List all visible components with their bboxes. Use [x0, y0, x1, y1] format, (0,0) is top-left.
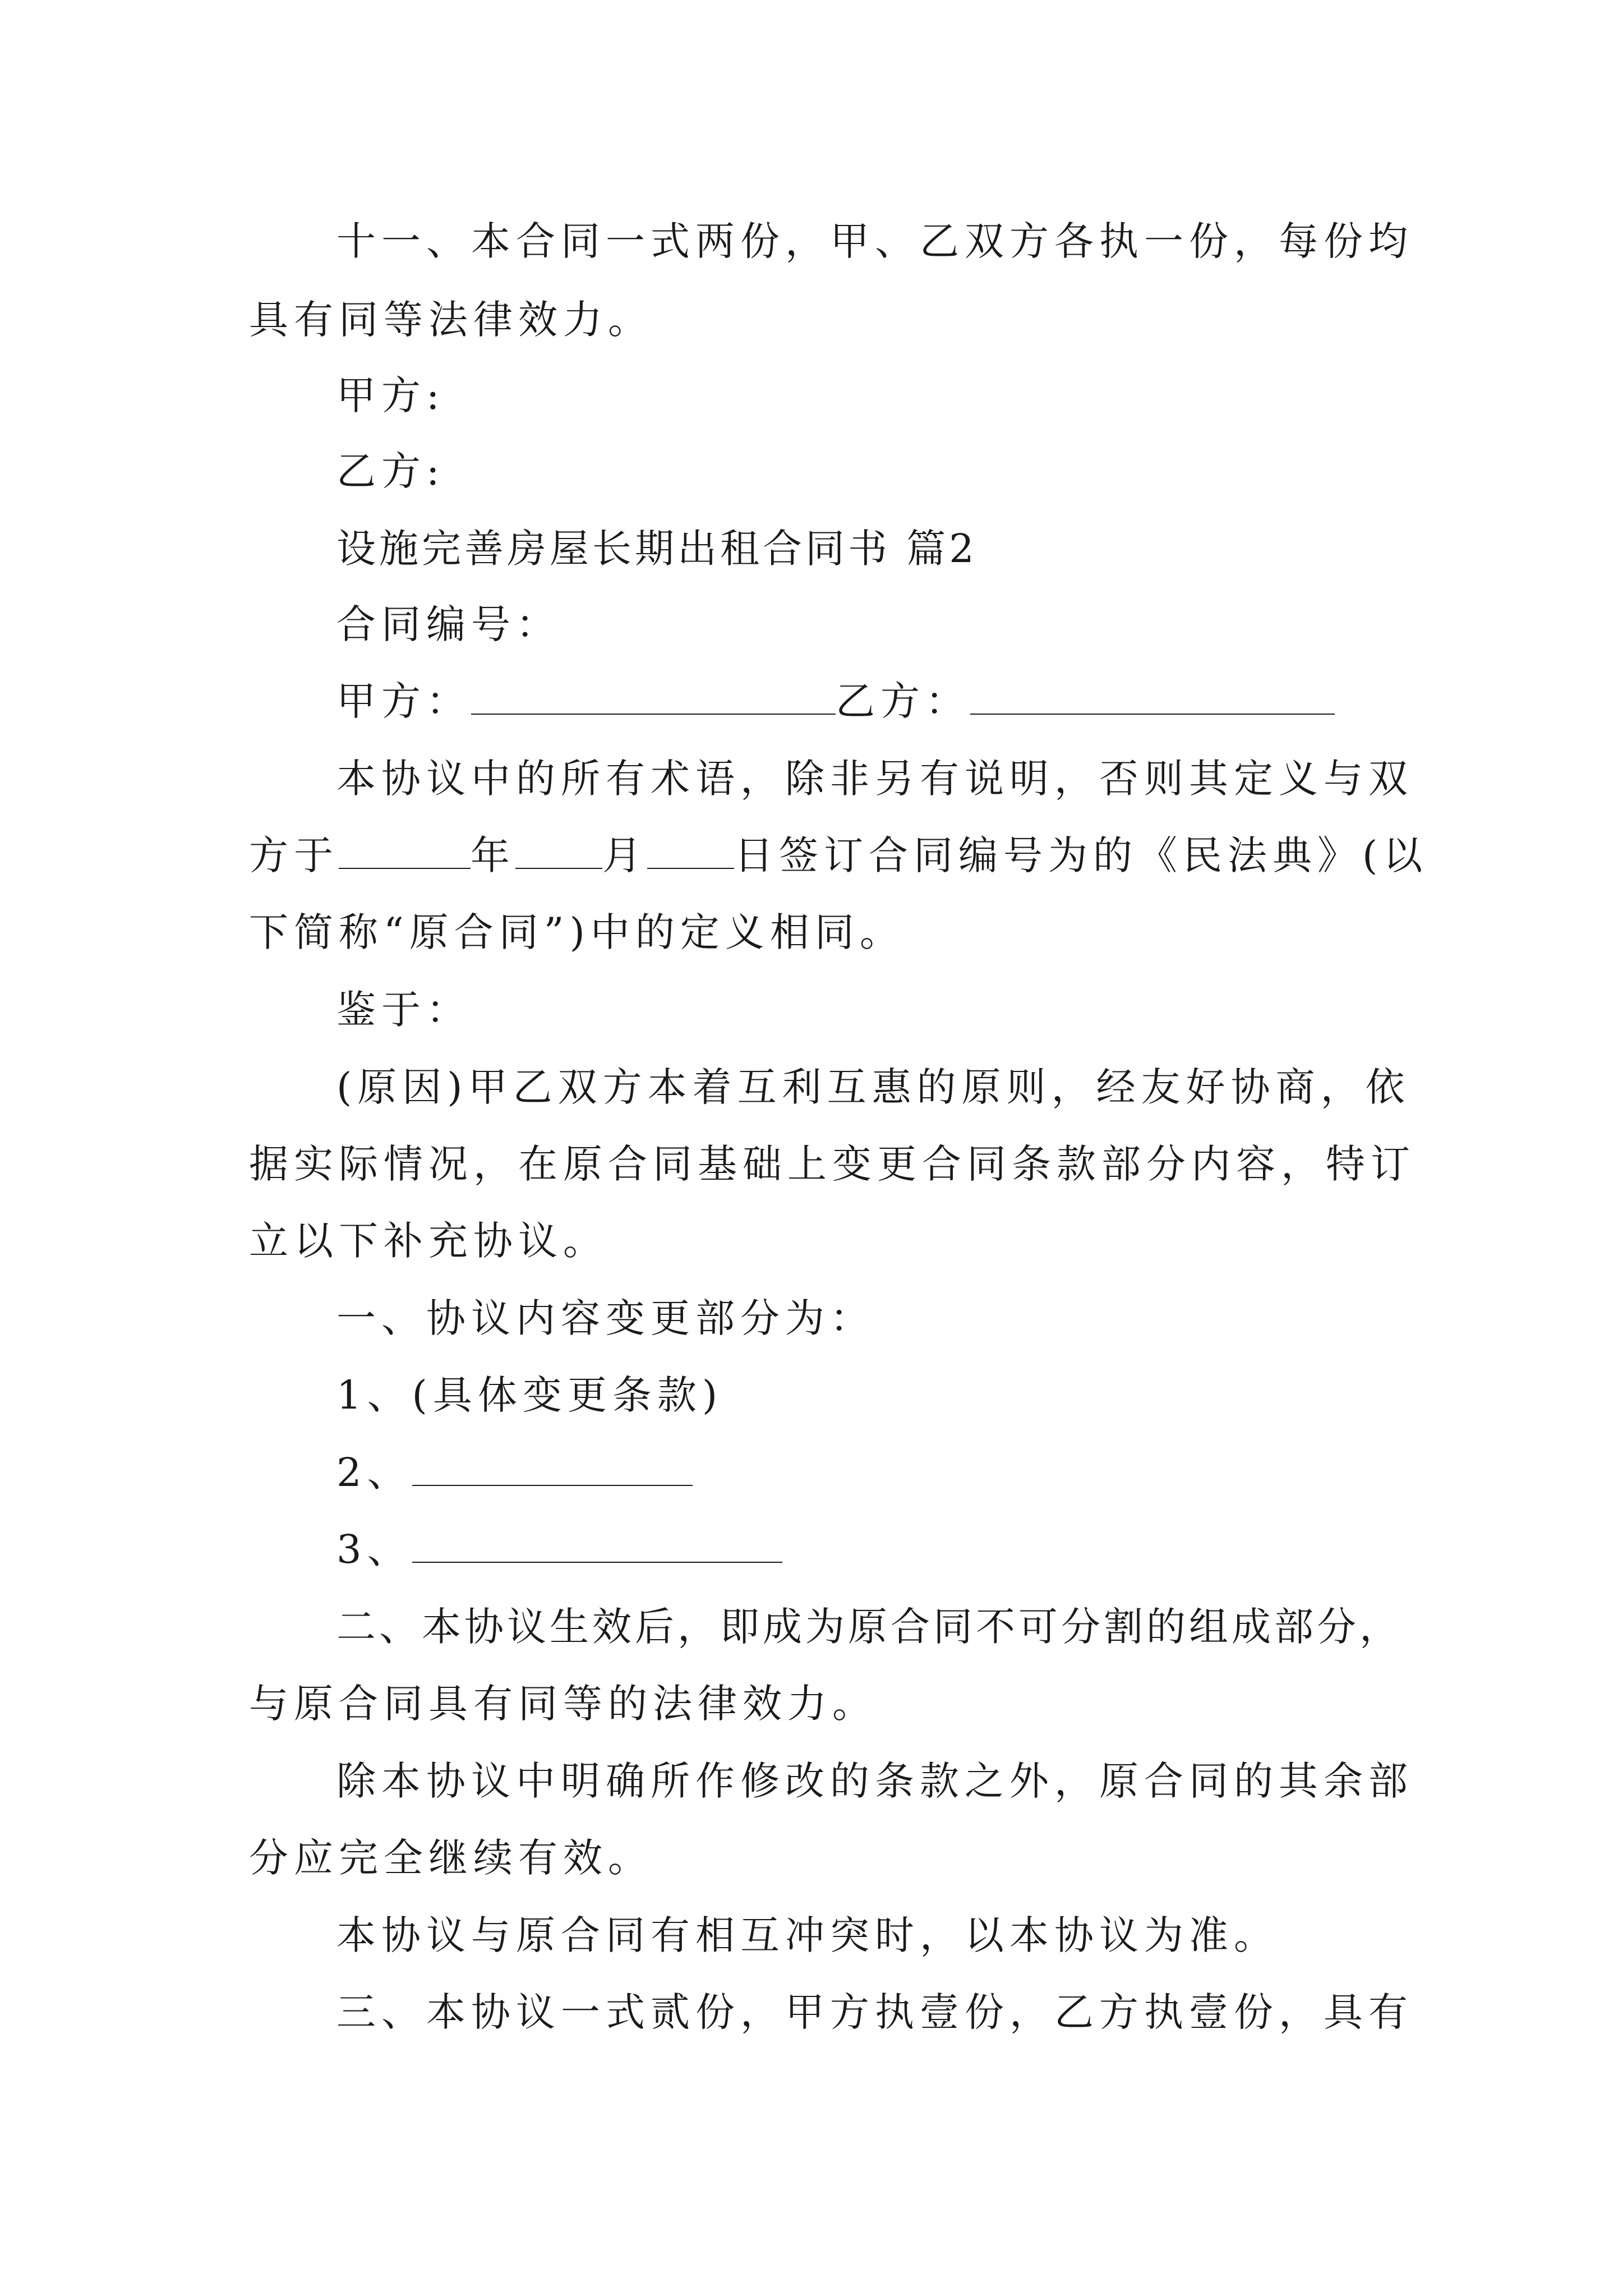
- year-blank: [339, 829, 471, 869]
- clause-eleven-text-cont: 具有同等法律效力。: [249, 297, 653, 343]
- document-page: 十一、本合同一式两份，甲、乙双方各执一份，每份均 具有同等法律效力。 甲方: 乙方: 设施完善房屋长期出租合同书 篇2 合同编号： 甲方： 乙方： 本协议中的所有术语，除非另有说明，否则其定义与双 方于 年 月 日签订合同编号为的《民法典》(以 下简称“原合同”)中的定义相同。 鉴于： (原因)甲乙双方本着互利互惠的原则，经友好协商，依 据实际情况，在原合同基础上变更合同条款部分内容，特订 立以下补充协议。 一、协议内容变更部分为： 1、(具体变更条款) 2、 3、 二、本协议生效后，即成为原合同不可分割的组成部分， 与原合同具有同等的法律效力。 除本协议中明确所作修改的条款之外，原合同的其余部 分应完全继续有效。 本协议与原合同有相互冲突时，以本协议为准。 三、本协议一式贰份，甲方执壹份，乙方执壹份，具有: [0, 0, 1623, 2296]
- month-blank: [515, 829, 602, 869]
- party-a-blank: [471, 674, 836, 715]
- terms-definition-text: 本协议中的所有术语，除非另有说明，否则其定义与双: [336, 756, 1413, 802]
- item-two-blank: [412, 1446, 693, 1486]
- clause-eleven-text: 十一、本合同一式两份，甲、乙双方各执一份，每份均: [336, 218, 1413, 264]
- day-blank: [647, 829, 734, 869]
- item-three-blank: [412, 1522, 782, 1563]
- party-b-label: 乙方：: [836, 678, 970, 724]
- party-b-blank: [970, 674, 1335, 715]
- party-a-label: 甲方：: [336, 678, 471, 724]
